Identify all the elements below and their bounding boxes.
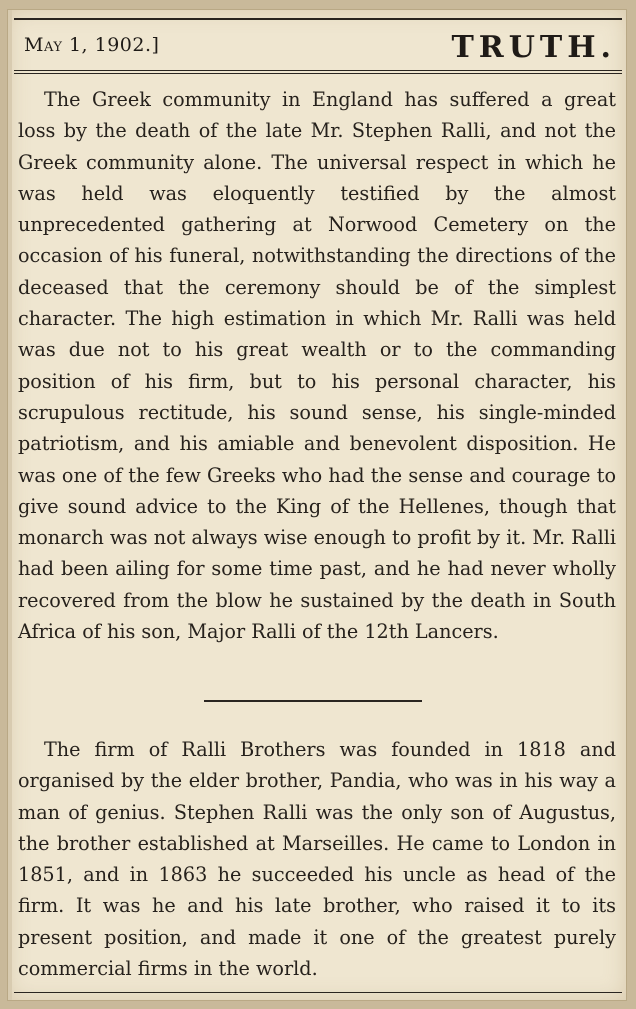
publication-name: TRUTH. <box>451 30 616 65</box>
bottom-rule <box>14 992 622 993</box>
masthead-top-rule <box>14 18 622 20</box>
article-paragraph-2: The firm of Ralli Brothers was founded in 1818 and organised by the elder brother, Pandia, who was in his way a man of genius. Stephen Ralli was the only son of Augustus, the brother established at Marseilles. He came to London in 1851, and in 1863 he succeeded his uncle as head of the firm. It was he and his late brother, who raised it to its present position, and made it one of the greatest purely commercial firms in the world. <box>18 738 616 981</box>
masthead-bottom-rule <box>14 70 622 74</box>
newspaper-clipping <box>8 10 626 1000</box>
section-divider <box>204 700 422 702</box>
clipping-edge <box>8 10 12 1000</box>
issue-date: May 1, 1902.] <box>24 34 160 56</box>
article-paragraph-1: The Greek community in England has suffered a great loss by the death of the late Mr. Stephen Ralli, and not the Greek community alone. The universal respect in which he was held was eloquently testified by the almost unprecedented gathering at Norwood Cemetery on the occasion of his funeral, notwithstanding the directions of the deceased that the ceremony should be of the simplest character. The high estimation in which Mr. Ralli was held was due not to his great wealth or to the commanding position of his firm, but to his personal character, his scrupulous rectitude, his sound sense, his single-minded patriotism, and his amiable and benevolent disposition. He was one of the few Greeks who had the sense and courage to give sound advice to the King of the Hellenes, though that monarch was not always wise enough to profit by it. Mr. Ralli had been ailing for some time past, and he had never wholly recovered from the blow he sustained by the death in South Africa of his son, Major Ralli of the 12th Lancers. <box>18 88 616 644</box>
